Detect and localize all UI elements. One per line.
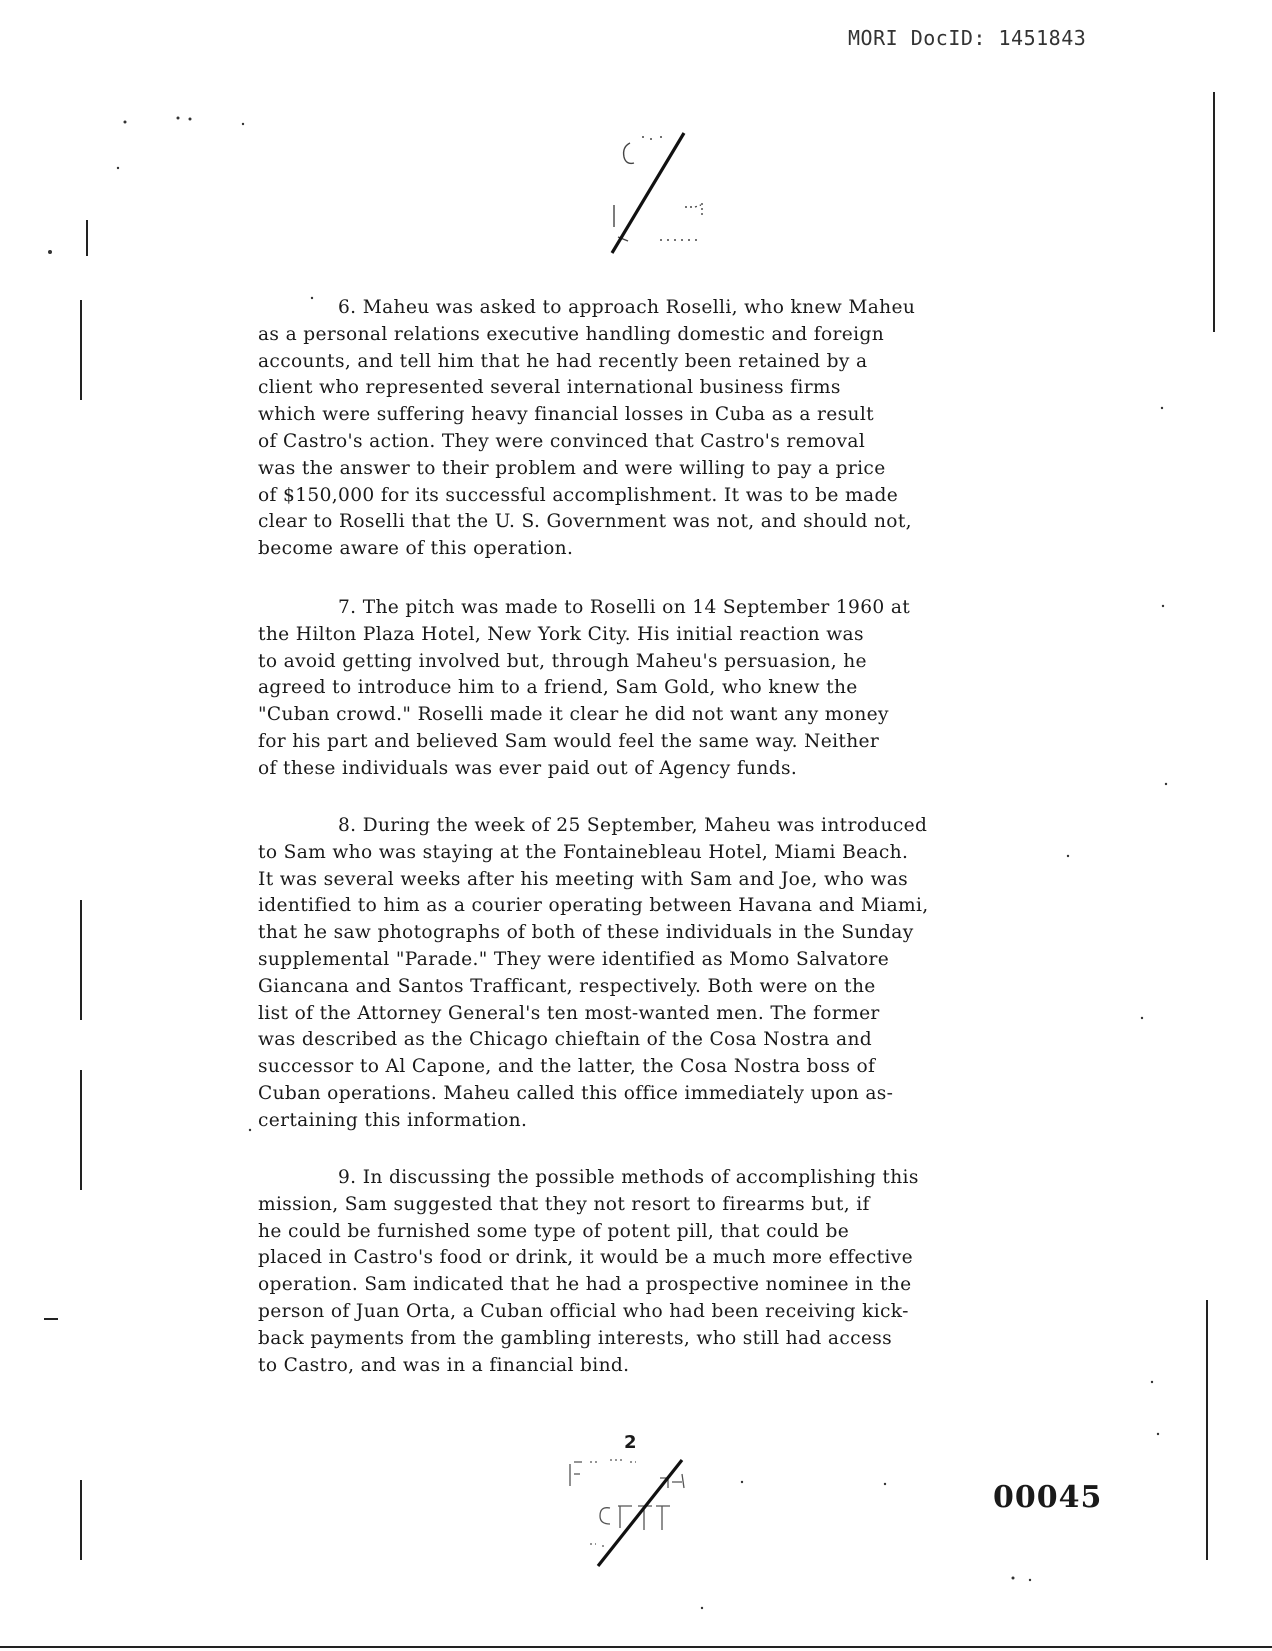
text-line: mission, Sam suggested that they not resort to firearms but, if [258, 1193, 870, 1215]
text-line: was described as the Chicago chieftain of the Cosa Nostra and [258, 1029, 873, 1051]
text-line: of Castro's action. They were convinced that Castro's removal [258, 430, 866, 452]
text-line: client who represented several international business firms [258, 377, 841, 399]
text-line: he could be furnished some type of potent pill, that could be [258, 1220, 850, 1242]
text-line: to Sam who was staying at the Fontainebleau Hotel, Miami Beach. [258, 841, 909, 863]
text-line: which were suffering heavy financial losses in Cuba as a result [258, 404, 874, 426]
text-line: placed in Castro's food or drink, it would be a much more effective [258, 1247, 913, 1269]
text-line: to Castro, and was in a financial bind. [258, 1354, 630, 1376]
text-line: back payments from the gambling interests, who still had access [258, 1327, 893, 1349]
doc-id-header: MORI DocID: 1451843 [848, 26, 1087, 50]
text-line: 9. In discussing the possible methods of accomplishing this [338, 1167, 919, 1188]
text-line: 6. Maheu was asked to approach Roselli, who knew Maheu [338, 297, 916, 318]
text-line: 8. During the week of 25 September, Maheu was introduced [338, 815, 928, 836]
text-line: person of Juan Orta, a Cuban official who had been receiving kick- [258, 1300, 909, 1322]
text-line: for his part and believed Sam would feel the same way. Neither [258, 730, 880, 752]
text-line: certaining this information. [258, 1109, 528, 1131]
text-line: agreed to introduce him to a friend, Sam Gold, who knew the [258, 677, 858, 699]
text-line: 7. The pitch was made to Roselli on 14 September 1960 at [338, 597, 911, 618]
text-line: list of the Attorney General's ten most-wanted men. The former [258, 1002, 880, 1024]
text-line: that he saw photographs of both of these individuals in the Sunday [258, 922, 914, 944]
text-line: as a personal relations executive handling domestic and foreign [258, 323, 885, 345]
text-line: the Hilton Plaza Hotel, New York City. His initial reaction was [258, 623, 864, 645]
text-line: It was several weeks after his meeting with Sam and Joe, who was [258, 868, 909, 890]
document-stamp-number: 00045 [993, 1480, 1103, 1515]
text-line: of $150,000 for its successful accomplishment. It was to be made [258, 484, 899, 506]
text-line: was the answer to their problem and were willing to pay a price [258, 457, 886, 479]
text-line: become aware of this operation. [258, 538, 574, 560]
text-line: to avoid getting involved but, through Maheu's persuasion, he [258, 650, 867, 672]
text-line: accounts, and tell him that he had recently been retained by a [258, 350, 868, 372]
text-line: of these individuals was ever paid out of Agency funds. [258, 757, 798, 779]
text-line: identified to him as a courier operating between Havana and Miami, [258, 895, 929, 917]
text-line: "Cuban crowd." Roselli made it clear he did not want any money [258, 704, 889, 726]
text-line: operation. Sam indicated that he had a prospective nominee in the [258, 1274, 912, 1296]
page-number: 2 [624, 1432, 637, 1453]
text-line: Cuban operations. Maheu called this office immediately upon as- [258, 1082, 894, 1104]
text-line: successor to Al Capone, and the latter, the Cosa Nostra boss of [258, 1056, 876, 1078]
text-line: supplemental "Parade." They were identified as Momo Salvatore [258, 948, 890, 970]
text-line: Giancana and Santos Trafficant, respectively. Both were on the [258, 975, 876, 997]
text-line: clear to Roselli that the U. S. Government was not, and should not, [258, 511, 912, 533]
